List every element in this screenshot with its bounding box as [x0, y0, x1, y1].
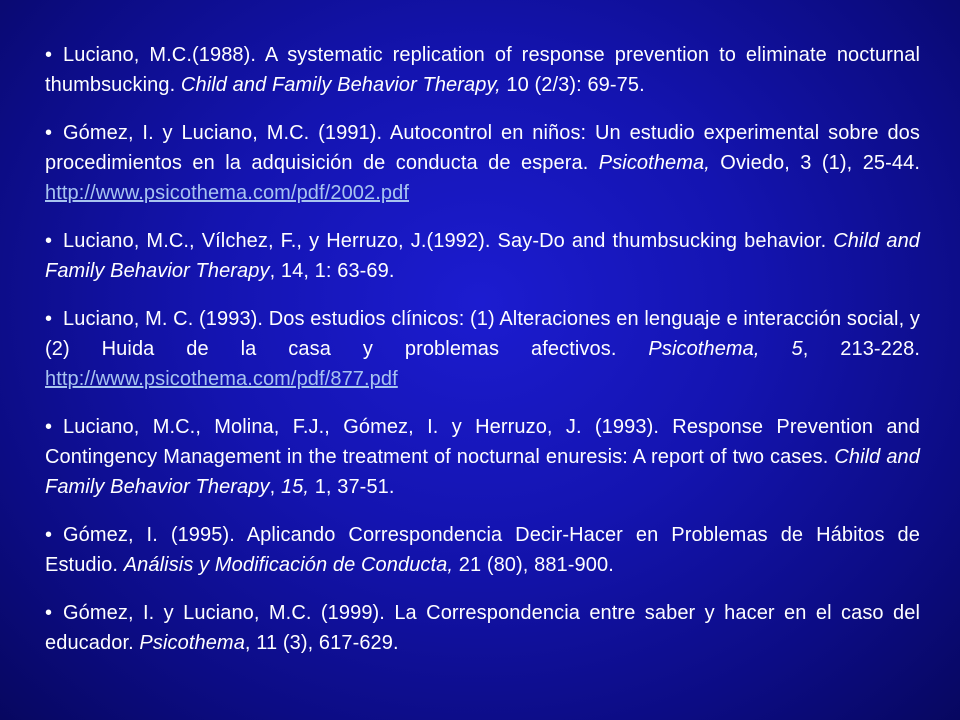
reference-details: , 213-228. [802, 338, 920, 360]
journal-title: Psicothema [139, 632, 245, 654]
reference-7 [45, 598, 920, 658]
bullet: • [45, 122, 53, 144]
bullet: • [45, 416, 53, 438]
journal-title: Child and Family Behavior Therapy [45, 230, 921, 282]
reference-details: , 14, 1: 63-69. [269, 260, 395, 282]
reference-details: Oviedo, 3 (1), 25-44. [709, 152, 920, 174]
reference-details: , 11 (3), 617-629. [244, 632, 399, 654]
bullet: • [45, 602, 53, 624]
reference-1 [45, 40, 920, 100]
reference-text: Luciano, M.C., Vílchez, F., y Herruzo, J.(1992). Say-Do and thumbsucking behavior. [63, 230, 834, 252]
reference-4 [45, 304, 920, 394]
reference-details: 1, 37-51. [309, 476, 395, 498]
reference-details: , [269, 476, 281, 498]
journal-title: Child and Family Behavior Therapy, [180, 74, 501, 96]
bullet: • [45, 308, 53, 330]
reference-text: Gómez, I. y Luciano, M.C. (1999). La Correspondencia entre saber y hacer en el caso del educador. [45, 602, 920, 654]
bullet: • [45, 524, 53, 546]
reference-text: Luciano, M.C.(1988). A systematic replication of response prevention to eliminate nocturnal thumbsucking. [45, 44, 920, 96]
bullet: • [45, 230, 53, 252]
reference-link[interactable]: http://www.psicothema.com/pdf/877.pdf [45, 368, 398, 390]
reference-2 [45, 118, 920, 208]
reference-details: 21 (80), 881-900. [453, 554, 614, 576]
volume-number: 15, [280, 476, 310, 498]
reference-3 [45, 226, 920, 286]
reference-text: Gómez, I. y Luciano, M.C. (1991). Autocontrol en niños: Un estudio experimental sobre dos procedimientos en la adquisición de conducta de espera. [45, 122, 920, 174]
journal-title: Child and Family Behavior Therapy [45, 446, 920, 498]
reference-text: Luciano, M.C., Molina, F.J., Gómez, I. y Herruzo, J. (1993). Response Prevention and Contingency Management in the treatment of nocturnal enuresis: A report of two cases. [45, 416, 920, 468]
reference-text: Luciano, M. C. (1993). Dos estudios clínicos: (1) Alteraciones en lenguaje e interacción social, y (2) Huida de la casa y problemas afectivos. [45, 308, 920, 360]
journal-title: Psicothema, [598, 152, 710, 174]
reference-5 [45, 412, 920, 502]
bullet: • [45, 44, 53, 66]
reference-link[interactable]: http://www.psicothema.com/pdf/2002.pdf [45, 182, 409, 204]
journal-title: Psicothema, 5 [648, 338, 803, 360]
reference-details: 10 (2/3): 69-75. [500, 74, 645, 96]
journal-title: Análisis y Modificación de Conducta, [123, 554, 454, 576]
reference-text: Gómez, I. (1995). Aplicando Correspondencia Decir-Hacer en Problemas de Hábitos de Estudio. [45, 524, 920, 576]
reference-6 [45, 520, 920, 580]
